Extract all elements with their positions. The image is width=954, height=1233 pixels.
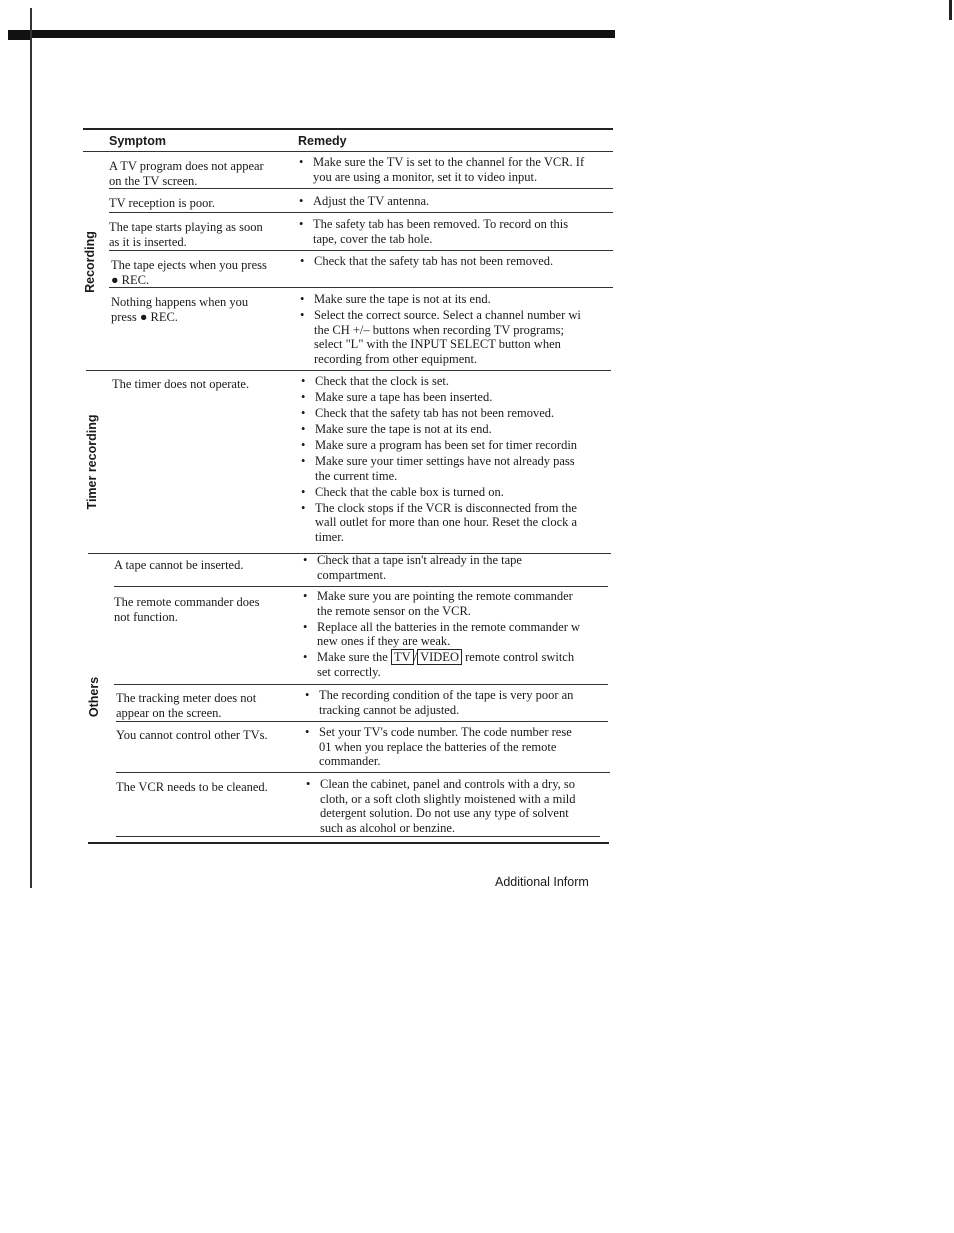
remedy-item: • Make sure you are pointing the remote commander the remote sensor on the VCR. [303, 589, 580, 618]
remedy-list [305, 688, 573, 719]
remedy-list [299, 155, 584, 186]
row-rule [116, 836, 600, 837]
remedy-list [303, 589, 580, 681]
remedy-item: • The safety tab has been removed. To record on this tape, cover the tab hole. [299, 217, 568, 246]
remedy-item: • Adjust the TV antenna. [299, 194, 429, 209]
remedy-list [300, 254, 553, 270]
remedy-list [303, 553, 522, 584]
table-top-rule [83, 128, 613, 130]
left-margin-line [30, 8, 32, 888]
symptom-cell: Nothing happens when you press ● REC. [111, 295, 249, 324]
row-rule [114, 586, 608, 587]
symptom-cell: The remote commander does not function. [114, 595, 260, 624]
remedy-item: • Check that the cable box is turned on. [301, 485, 577, 500]
row-rule [116, 772, 610, 773]
row-rule [109, 250, 613, 251]
remedy-list [300, 292, 581, 368]
remedy-item: • Make sure the tape is not at its end. [300, 292, 581, 307]
remedy-list [305, 725, 572, 770]
row-rule [109, 212, 613, 213]
row-rule [109, 287, 613, 288]
symptom-cell: The tracking meter does not appear on the screen. [116, 691, 257, 720]
remedy-item: • Make sure the TV is set to the channel for the VCR. If you are using a monitor, set it to video input. [299, 155, 584, 184]
remedy-list [299, 217, 568, 248]
remedy-item: • Replace all the batteries in the remote commander w new ones if they are weak. [303, 620, 580, 649]
remedy-item: • Check that a tape isn't already in the tape compartment. [303, 553, 522, 582]
symptom-cell: A TV program does not appear on the TV screen. [109, 159, 264, 188]
header-rule [83, 151, 613, 152]
row-rule [109, 188, 613, 189]
table-bottom-rule [88, 842, 609, 844]
symptom-cell: The tape starts playing as soon as it is inserted. [109, 220, 263, 249]
symptom-cell: You cannot control other TVs. [116, 728, 268, 742]
section-rule [86, 370, 611, 371]
remedy-item: • Clean the cabinet, panel and controls with a dry, so cloth, or a soft cloth slightly moistened with a mild detergent solution. Do not use any type of solvent such as alcohol or benzine. [306, 777, 576, 835]
remedy-item: • Make sure the TV / VIDEO remote control switch set correctly. [303, 650, 580, 679]
remedy-item: • The clock stops if the VCR is disconnected from the wall outlet for more than one hour. Reset the clock a timer. [301, 501, 577, 545]
remedy-item: • The recording condition of the tape is very poor an tracking cannot be adjusted. [305, 688, 573, 717]
remedy-item: • Check that the clock is set. [301, 374, 577, 389]
remedy-list [301, 374, 577, 546]
symptom-cell: The VCR needs to be cleaned. [116, 780, 268, 794]
symptom-cell: The timer does not operate. [112, 377, 250, 391]
remedy-item: • Make sure your timer settings have not already pass the current time. [301, 454, 577, 483]
top-rule-tail [8, 36, 30, 40]
symptom-header: Symptom [109, 134, 166, 148]
remedy-item: • Check that the safety tab has not been removed. [300, 254, 553, 269]
remedy-header: Remedy [298, 134, 347, 148]
video-switch-label: VIDEO [417, 649, 462, 665]
remedy-item: • Check that the safety tab has not been removed. [301, 406, 577, 421]
top-rule-bar [8, 30, 615, 38]
footer-section-title: Additional Inform [495, 875, 589, 889]
row-rule [116, 721, 608, 722]
remedy-item: • Make sure a tape has been inserted. [301, 390, 577, 405]
remedy-list [299, 194, 429, 210]
symptom-cell: A tape cannot be inserted. [114, 558, 244, 572]
remedy-list [306, 777, 576, 837]
remedy-item: • Set your TV's code number. The code number rese 01 when you replace the batteries of the remote commander. [305, 725, 572, 769]
remedy-item: • Make sure the tape is not at its end. [301, 422, 577, 437]
remedy-item: • Make sure a program has been set for timer recordin [301, 438, 577, 453]
row-rule [114, 684, 608, 685]
symptom-cell: TV reception is poor. [109, 196, 215, 210]
tv-switch-label: TV [391, 649, 414, 665]
symptom-cell: The tape ejects when you press ● REC. [111, 258, 267, 287]
remedy-item: • Select the correct source. Select a channel number wi the CH +/– buttons when recording TV programs; select "L" with the INPUT SELECT button when recording from other equipment. [300, 308, 581, 366]
corner-mark [949, 0, 952, 20]
